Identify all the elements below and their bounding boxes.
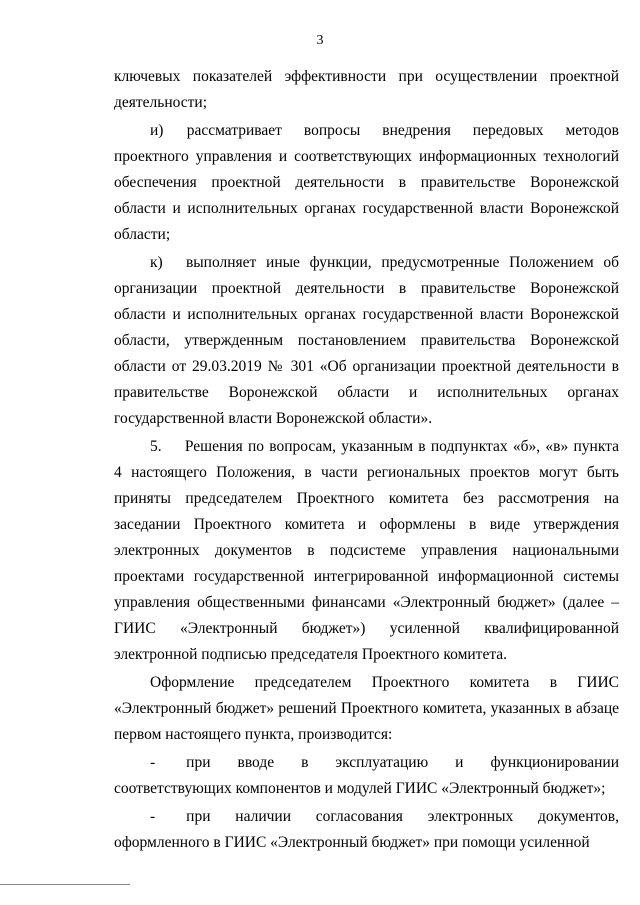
paragraph-item-k: к) выполняет иные функции, предусмотренные Положением об организации проектной деятельности в правительстве Воронежской области и исполнительных органах государственной власти Воронежской области, утвержденным постановлением правительства Воронежской области от 29.03.2019 № 301 «Об организации проектной деятельности в правительстве Воронежской области и исполнительных органах государственной власти Воронежской области».	[114, 254, 619, 427]
paragraph-item-5: 5. Решения по вопросам, указанным в подпунктах «б», «в» пункта 4 настоящего Положения, в части региональных проектов могут быть приняты председателем Проектного комитета без рассмотрения на заседании Проектного комитета и оформлены в виде утверждения электронных документов в подсистеме управления национальными проектами государственной интегрированной информационной системы управления общественными финансами «Электронный бюджет» (далее – ГИИС «Электронный бюджет») усиленной квалифицированной электронной подписью председателя Проектного комитета.	[114, 438, 619, 663]
paragraph-item-i: и) рассматривает вопросы внедрения передовых методов проектного управления и соответствующих информационных технологий обеспечения проектной деятельности в правительстве Воронежской области и исполнительных органах государственной власти Воронежской области;	[114, 122, 619, 243]
page-number: 3	[316, 33, 324, 48]
paragraph-continuation: ключевых показателей эффективности при осуществлении проектной деятельности;	[114, 68, 619, 111]
footer-rule	[0, 884, 130, 885]
document-body	[114, 64, 619, 856]
paragraph-formalization: Оформление председателем Проектного комитета в ГИИС «Электронный бюджет» решений Проектного комитета, указанных в абзаце первом настоящего пункта, производится:	[114, 674, 619, 743]
list-item-dash-2: - при наличии согласования электронных документов, оформленного в ГИИС «Электронный бюджет» при помощи усиленной	[114, 808, 619, 851]
list-item-dash-1: - при вводе в эксплуатацию и функционировании соответствующих компонентов и модулей ГИИС «Электронный бюджет»;	[114, 754, 619, 797]
